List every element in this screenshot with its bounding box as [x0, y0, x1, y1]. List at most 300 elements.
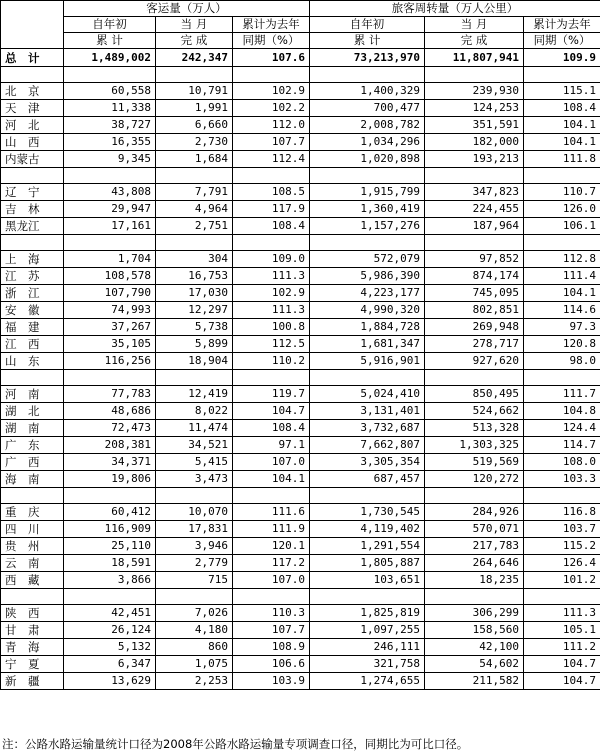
value-cell: 1,991 — [156, 100, 233, 117]
value-cell: 5,738 — [156, 319, 233, 336]
value-cell: 103,651 — [310, 572, 425, 589]
value-cell: 101.2 — [524, 572, 600, 589]
value-cell: 5,916,901 — [310, 353, 425, 370]
value-cell: 106.1 — [524, 218, 600, 235]
value-cell: 264,646 — [425, 555, 524, 572]
value-cell: 35,105 — [64, 336, 156, 353]
row-label: 云 南 — [1, 555, 64, 572]
value-cell: 111.7 — [524, 386, 600, 403]
value-cell: 2,779 — [156, 555, 233, 572]
empty-cell — [425, 235, 524, 251]
value-cell: 106.6 — [233, 656, 310, 673]
value-cell: 42,100 — [425, 639, 524, 656]
empty-cell — [233, 168, 310, 184]
empty-cell — [1, 235, 64, 251]
value-cell: 1,075 — [156, 656, 233, 673]
value-cell: 107.0 — [233, 572, 310, 589]
value-cell: 224,455 — [425, 201, 524, 218]
value-cell: 48,686 — [64, 403, 156, 420]
value-cell: 116,909 — [64, 521, 156, 538]
empty-cell — [425, 488, 524, 504]
value-cell: 4,990,320 — [310, 302, 425, 319]
value-cell: 72,473 — [64, 420, 156, 437]
value-cell: 111.3 — [233, 268, 310, 285]
empty-cell — [524, 589, 600, 605]
spacer-row — [1, 370, 600, 386]
empty-cell — [156, 235, 233, 251]
col-month-subheader: 完 成 — [425, 33, 524, 49]
row-label: 陕 西 — [1, 605, 64, 622]
table-row — [1, 555, 600, 572]
value-cell: 1,805,887 — [310, 555, 425, 572]
spacer-row — [1, 67, 600, 83]
value-cell: 3,946 — [156, 538, 233, 555]
value-cell: 29,947 — [64, 201, 156, 218]
value-cell: 304 — [156, 251, 233, 268]
value-cell: 112.0 — [233, 117, 310, 134]
value-cell: 34,521 — [156, 437, 233, 454]
value-cell: 104.1 — [524, 134, 600, 151]
value-cell: 119.7 — [233, 386, 310, 403]
header-corner-cell — [1, 1, 64, 49]
value-cell: 1,034,296 — [310, 134, 425, 151]
value-cell: 104.1 — [233, 471, 310, 488]
row-label: 甘 肃 — [1, 622, 64, 639]
total-row — [1, 49, 600, 67]
value-cell: 111.9 — [233, 521, 310, 538]
value-cell: 117.9 — [233, 201, 310, 218]
value-cell: 7,791 — [156, 184, 233, 201]
value-cell: 120.1 — [233, 538, 310, 555]
value-cell: 16,355 — [64, 134, 156, 151]
value-cell: 108.4 — [233, 420, 310, 437]
value-cell: 1,360,419 — [310, 201, 425, 218]
empty-cell — [310, 370, 425, 386]
value-cell: 1,400,329 — [310, 83, 425, 100]
table-row — [1, 285, 600, 302]
value-cell: 97.1 — [233, 437, 310, 454]
table-row — [1, 572, 600, 589]
spacer-row — [1, 168, 600, 184]
value-cell: 74,993 — [64, 302, 156, 319]
table-row — [1, 504, 600, 521]
value-cell: 108.4 — [233, 218, 310, 235]
table-row — [1, 521, 600, 538]
value-cell: 1,884,728 — [310, 319, 425, 336]
value-cell: 3,866 — [64, 572, 156, 589]
value-cell: 1,704 — [64, 251, 156, 268]
value-cell: 110.7 — [524, 184, 600, 201]
value-cell: 111.3 — [524, 605, 600, 622]
value-cell: 110.3 — [233, 605, 310, 622]
table-row — [1, 302, 600, 319]
value-cell: 60,558 — [64, 83, 156, 100]
table-row — [1, 673, 600, 690]
empty-cell — [233, 235, 310, 251]
row-label: 西 藏 — [1, 572, 64, 589]
empty-cell — [524, 67, 600, 83]
value-cell: 745,095 — [425, 285, 524, 302]
value-cell: 700,477 — [310, 100, 425, 117]
value-cell: 11,807,941 — [425, 49, 524, 67]
value-cell: 109.9 — [524, 49, 600, 67]
value-cell: 1,303,325 — [425, 437, 524, 454]
value-cell: 12,419 — [156, 386, 233, 403]
table-row — [1, 218, 600, 235]
value-cell: 104.7 — [233, 403, 310, 420]
value-cell: 5,024,410 — [310, 386, 425, 403]
row-label: 新 疆 — [1, 673, 64, 690]
value-cell: 98.0 — [524, 353, 600, 370]
value-cell: 12,297 — [156, 302, 233, 319]
value-cell: 187,964 — [425, 218, 524, 235]
value-cell: 193,213 — [425, 151, 524, 168]
empty-cell — [310, 235, 425, 251]
value-cell: 104.1 — [524, 117, 600, 134]
empty-cell — [425, 168, 524, 184]
value-cell: 112.8 — [524, 251, 600, 268]
value-cell: 1,097,255 — [310, 622, 425, 639]
value-cell: 572,079 — [310, 251, 425, 268]
value-cell: 1,730,545 — [310, 504, 425, 521]
value-cell: 16,753 — [156, 268, 233, 285]
empty-cell — [233, 589, 310, 605]
table-row — [1, 336, 600, 353]
table-row — [1, 353, 600, 370]
value-cell: 103.9 — [233, 673, 310, 690]
value-cell: 17,161 — [64, 218, 156, 235]
value-cell: 17,030 — [156, 285, 233, 302]
value-cell: 102.2 — [233, 100, 310, 117]
value-cell: 513,328 — [425, 420, 524, 437]
value-cell: 158,560 — [425, 622, 524, 639]
empty-cell — [524, 488, 600, 504]
table-row — [1, 201, 600, 218]
table-row — [1, 386, 600, 403]
table-row — [1, 622, 600, 639]
value-cell: 126.4 — [524, 555, 600, 572]
value-cell: 242,347 — [156, 49, 233, 67]
value-cell: 97,852 — [425, 251, 524, 268]
value-cell: 115.1 — [524, 83, 600, 100]
value-cell: 570,071 — [425, 521, 524, 538]
value-cell: 715 — [156, 572, 233, 589]
table-row — [1, 471, 600, 488]
row-label: 广 东 — [1, 437, 64, 454]
value-cell: 13,629 — [64, 673, 156, 690]
row-label: 湖 南 — [1, 420, 64, 437]
value-cell: 351,591 — [425, 117, 524, 134]
value-cell: 269,948 — [425, 319, 524, 336]
row-label: 贵 州 — [1, 538, 64, 555]
value-cell: 111.2 — [524, 639, 600, 656]
col-cumulative-header: 自年初 — [64, 17, 156, 33]
row-label: 重 庆 — [1, 504, 64, 521]
row-label: 上 海 — [1, 251, 64, 268]
value-cell: 104.7 — [524, 673, 600, 690]
value-cell: 108.9 — [233, 639, 310, 656]
table-row — [1, 117, 600, 134]
value-cell: 11,474 — [156, 420, 233, 437]
value-cell: 1,274,655 — [310, 673, 425, 690]
row-label: 河 南 — [1, 386, 64, 403]
value-cell: 1,291,554 — [310, 538, 425, 555]
row-label: 山 西 — [1, 134, 64, 151]
value-cell: 25,110 — [64, 538, 156, 555]
value-cell: 524,662 — [425, 403, 524, 420]
table-row — [1, 100, 600, 117]
value-cell: 6,347 — [64, 656, 156, 673]
empty-cell — [310, 67, 425, 83]
empty-cell — [1, 67, 64, 83]
value-cell: 1,915,799 — [310, 184, 425, 201]
value-cell: 110.2 — [233, 353, 310, 370]
spacer-row — [1, 488, 600, 504]
passenger-turnover-header: 旅客周转量（万人公里） — [310, 1, 600, 17]
value-cell: 5,986,390 — [310, 268, 425, 285]
value-cell: 18,591 — [64, 555, 156, 572]
value-cell: 112.5 — [233, 336, 310, 353]
value-cell: 2,253 — [156, 673, 233, 690]
value-cell: 3,732,687 — [310, 420, 425, 437]
value-cell: 18,904 — [156, 353, 233, 370]
value-cell: 26,124 — [64, 622, 156, 639]
row-label: 辽 宁 — [1, 184, 64, 201]
value-cell: 37,267 — [64, 319, 156, 336]
value-cell: 18,235 — [425, 572, 524, 589]
row-label: 江 西 — [1, 336, 64, 353]
value-cell: 107.7 — [233, 134, 310, 151]
value-cell: 19,806 — [64, 471, 156, 488]
value-cell: 102.9 — [233, 83, 310, 100]
table-row — [1, 268, 600, 285]
row-label: 北 京 — [1, 83, 64, 100]
value-cell: 124.4 — [524, 420, 600, 437]
value-cell: 5,132 — [64, 639, 156, 656]
table-row — [1, 420, 600, 437]
value-cell: 211,582 — [425, 673, 524, 690]
value-cell: 34,371 — [64, 454, 156, 471]
empty-cell — [64, 235, 156, 251]
value-cell: 321,758 — [310, 656, 425, 673]
row-label: 天 津 — [1, 100, 64, 117]
value-cell: 1,020,898 — [310, 151, 425, 168]
value-cell: 246,111 — [310, 639, 425, 656]
value-cell: 117.2 — [233, 555, 310, 572]
empty-cell — [1, 168, 64, 184]
value-cell: 278,717 — [425, 336, 524, 353]
value-cell: 519,569 — [425, 454, 524, 471]
value-cell: 114.7 — [524, 437, 600, 454]
col-month-header: 当 月 — [425, 17, 524, 33]
empty-cell — [310, 488, 425, 504]
value-cell: 239,930 — [425, 83, 524, 100]
value-cell: 5,415 — [156, 454, 233, 471]
value-cell: 208,381 — [64, 437, 156, 454]
empty-cell — [310, 589, 425, 605]
value-cell: 6,660 — [156, 117, 233, 134]
value-cell: 115.2 — [524, 538, 600, 555]
value-cell: 10,791 — [156, 83, 233, 100]
value-cell: 3,131,401 — [310, 403, 425, 420]
value-cell: 73,213,970 — [310, 49, 425, 67]
value-cell: 9,345 — [64, 151, 156, 168]
value-cell: 5,899 — [156, 336, 233, 353]
row-label: 江 苏 — [1, 268, 64, 285]
value-cell: 109.0 — [233, 251, 310, 268]
value-cell: 860 — [156, 639, 233, 656]
value-cell: 7,662,807 — [310, 437, 425, 454]
col-yoy-header: 累计为去年 — [524, 17, 600, 33]
table-row — [1, 184, 600, 201]
value-cell: 116,256 — [64, 353, 156, 370]
value-cell: 103.7 — [524, 521, 600, 538]
value-cell: 4,964 — [156, 201, 233, 218]
value-cell: 107.7 — [233, 622, 310, 639]
col-month-subheader: 完 成 — [156, 33, 233, 49]
empty-cell — [425, 589, 524, 605]
value-cell: 1,489,002 — [64, 49, 156, 67]
empty-cell — [156, 370, 233, 386]
value-cell: 97.3 — [524, 319, 600, 336]
spacer-row — [1, 235, 600, 251]
table-row — [1, 437, 600, 454]
value-cell: 107.0 — [233, 454, 310, 471]
value-cell: 284,926 — [425, 504, 524, 521]
value-cell: 687,457 — [310, 471, 425, 488]
empty-cell — [64, 168, 156, 184]
value-cell: 1,157,276 — [310, 218, 425, 235]
value-cell: 111.3 — [233, 302, 310, 319]
value-cell: 124,253 — [425, 100, 524, 117]
empty-cell — [64, 370, 156, 386]
value-cell: 126.0 — [524, 201, 600, 218]
row-label: 湖 北 — [1, 403, 64, 420]
value-cell: 105.1 — [524, 622, 600, 639]
empty-cell — [425, 67, 524, 83]
value-cell: 43,808 — [64, 184, 156, 201]
value-cell: 120,272 — [425, 471, 524, 488]
value-cell: 60,412 — [64, 504, 156, 521]
row-label: 福 建 — [1, 319, 64, 336]
row-label: 安 徽 — [1, 302, 64, 319]
value-cell: 38,727 — [64, 117, 156, 134]
row-label: 浙 江 — [1, 285, 64, 302]
value-cell: 802,851 — [425, 302, 524, 319]
value-cell: 116.8 — [524, 504, 600, 521]
col-cumulative-subheader: 累 计 — [64, 33, 156, 49]
value-cell: 108,578 — [64, 268, 156, 285]
col-month-header: 当 月 — [156, 17, 233, 33]
table-row — [1, 538, 600, 555]
row-label: 宁 夏 — [1, 656, 64, 673]
value-cell: 11,338 — [64, 100, 156, 117]
value-cell: 108.0 — [524, 454, 600, 471]
table-row — [1, 656, 600, 673]
value-cell: 104.7 — [524, 656, 600, 673]
table-row — [1, 134, 600, 151]
value-cell: 1,681,347 — [310, 336, 425, 353]
row-label: 青 海 — [1, 639, 64, 656]
empty-cell — [156, 168, 233, 184]
table-row — [1, 319, 600, 336]
value-cell: 104.1 — [524, 285, 600, 302]
value-cell: 4,180 — [156, 622, 233, 639]
value-cell: 306,299 — [425, 605, 524, 622]
empty-cell — [524, 168, 600, 184]
empty-cell — [64, 488, 156, 504]
empty-cell — [64, 67, 156, 83]
value-cell: 874,174 — [425, 268, 524, 285]
value-cell: 3,473 — [156, 471, 233, 488]
value-cell: 2,008,782 — [310, 117, 425, 134]
value-cell: 108.4 — [524, 100, 600, 117]
value-cell: 111.8 — [524, 151, 600, 168]
row-label: 黑龙江 — [1, 218, 64, 235]
row-label: 山 东 — [1, 353, 64, 370]
row-label: 四 川 — [1, 521, 64, 538]
table-row — [1, 251, 600, 268]
col-cumulative-subheader: 累 计 — [310, 33, 425, 49]
row-label: 广 西 — [1, 454, 64, 471]
empty-cell — [524, 370, 600, 386]
empty-cell — [156, 488, 233, 504]
row-label: 吉 林 — [1, 201, 64, 218]
value-cell: 927,620 — [425, 353, 524, 370]
value-cell: 10,070 — [156, 504, 233, 521]
value-cell: 7,026 — [156, 605, 233, 622]
table-row — [1, 403, 600, 420]
col-yoy-subheader: 同期（%） — [524, 33, 600, 49]
value-cell: 104.8 — [524, 403, 600, 420]
value-cell: 42,451 — [64, 605, 156, 622]
value-cell: 107,790 — [64, 285, 156, 302]
empty-cell — [64, 589, 156, 605]
value-cell: 4,223,177 — [310, 285, 425, 302]
value-cell: 112.4 — [233, 151, 310, 168]
value-cell: 100.8 — [233, 319, 310, 336]
value-cell: 347,823 — [425, 184, 524, 201]
row-label: 总 计 — [1, 49, 64, 67]
value-cell: 17,831 — [156, 521, 233, 538]
value-cell: 4,119,402 — [310, 521, 425, 538]
col-yoy-subheader: 同期（%） — [233, 33, 310, 49]
table-row — [1, 454, 600, 471]
value-cell: 182,000 — [425, 134, 524, 151]
empty-cell — [233, 370, 310, 386]
value-cell: 103.3 — [524, 471, 600, 488]
col-cumulative-header: 自年初 — [310, 17, 425, 33]
empty-cell — [1, 488, 64, 504]
empty-cell — [310, 168, 425, 184]
value-cell: 2,751 — [156, 218, 233, 235]
value-cell: 120.8 — [524, 336, 600, 353]
value-cell: 102.9 — [233, 285, 310, 302]
table-row — [1, 605, 600, 622]
table-row — [1, 83, 600, 100]
passenger-volume-header: 客运量（万人） — [64, 1, 310, 17]
value-cell: 108.5 — [233, 184, 310, 201]
table-row — [1, 639, 600, 656]
value-cell: 1,684 — [156, 151, 233, 168]
value-cell: 1,825,819 — [310, 605, 425, 622]
empty-cell — [156, 67, 233, 83]
value-cell: 850,495 — [425, 386, 524, 403]
value-cell: 107.6 — [233, 49, 310, 67]
value-cell: 77,783 — [64, 386, 156, 403]
value-cell: 8,022 — [156, 403, 233, 420]
value-cell: 111.4 — [524, 268, 600, 285]
